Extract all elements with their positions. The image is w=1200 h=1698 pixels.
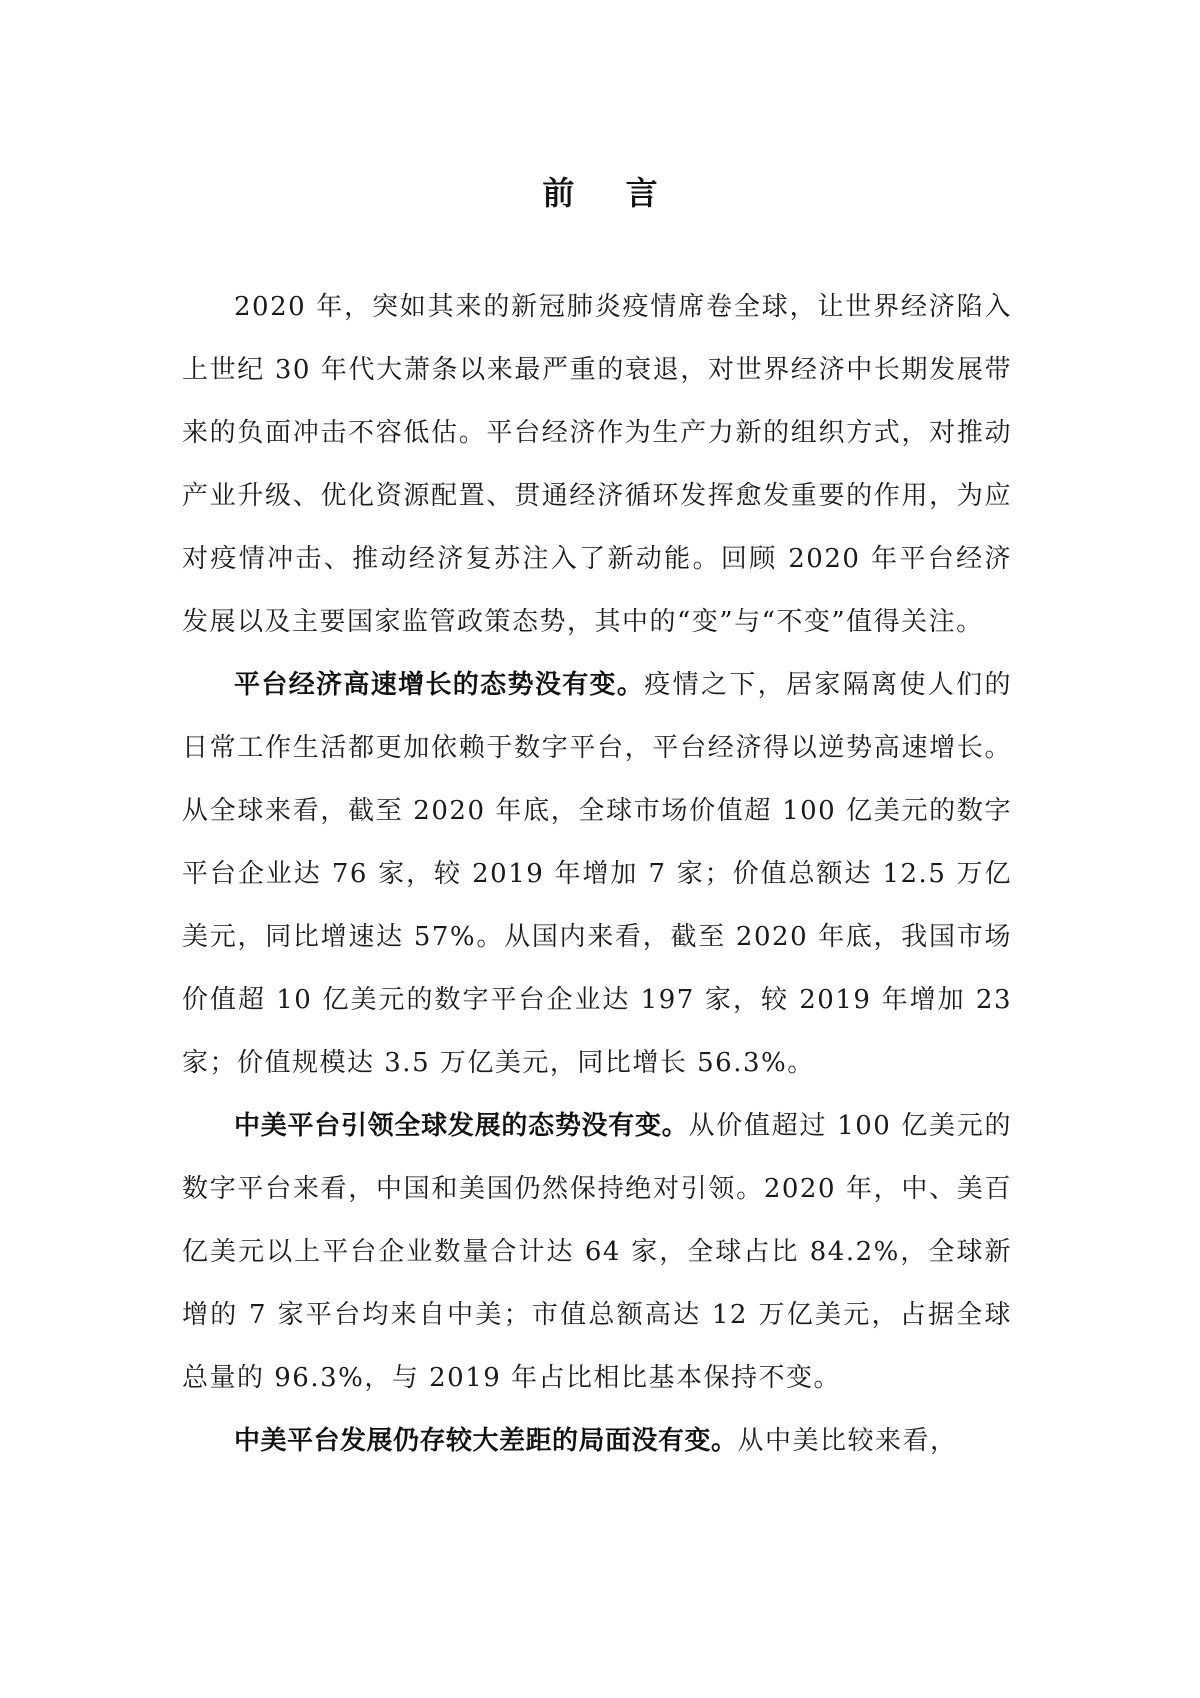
- paragraph-text: 2020 年，突如其来的新冠肺炎疫情席卷全球，让世界经济陷入上世纪 30 年代大萧条以来最严重的衰退，对世界经济中长期发展带来的负面冲击不容低估。平台经济作为生产力新的组织方式，对推动产业升级、优化资源配置、贯通经济循环发挥愈发重要的作用，为应对疫情冲击、推动经济复苏注入了新动能。回顾 2020 年平台经济发展以及主要国家监管政策态势，其中的“变”与“不变”值得关注。: [182, 292, 1012, 637]
- paragraph-text: 从中美比较来看，: [737, 1426, 958, 1456]
- paragraph-text: 从价值超过 100 亿美元的数字平台来看，中国和美国仍然保持绝对引领。2020 年，中、美百亿美元以上平台企业数量合计达 64 家，全球占比 84.2%，全球新增的 7 家平台均来自中美；市值总额高达 12 万亿美元，占据全球总量的 96.3%，与 2019 年占比相比基本保持不变。: [182, 1111, 1012, 1393]
- page-title: 前 言: [542, 174, 678, 213]
- paragraph-intro: [182, 276, 1012, 654]
- paragraph-lead: 平台经济高速增长的态势没有变。: [234, 670, 645, 700]
- paragraph-gap: [182, 1410, 1012, 1473]
- paragraph-growth: [182, 654, 1012, 1095]
- paragraph-text: 疫情之下，居家隔离使人们的日常工作生活都更加依赖于数字平台，平台经济得以逆势高速增长。从全球来看，截至 2020 年底，全球市场价值超 100 亿美元的数字平台企业达 76 家，较 2019 年增加 7 家；价值总额达 12.5 万亿美元，同比增速达 57%。从国内来看，截至 2020 年底，我国市场价值超 10 亿美元的数字平台企业达 197 家，较 2019 年增加 23 家；价值规模达 3.5 万亿美元，同比增长 56.3%。: [182, 670, 1012, 1078]
- document-body: [182, 276, 1012, 1473]
- paragraph-lead: 中美平台引领全球发展的态势没有变。: [234, 1111, 689, 1141]
- paragraph-leadership: [182, 1095, 1012, 1410]
- paragraph-lead: 中美平台发展仍存较大差距的局面没有变。: [234, 1426, 738, 1456]
